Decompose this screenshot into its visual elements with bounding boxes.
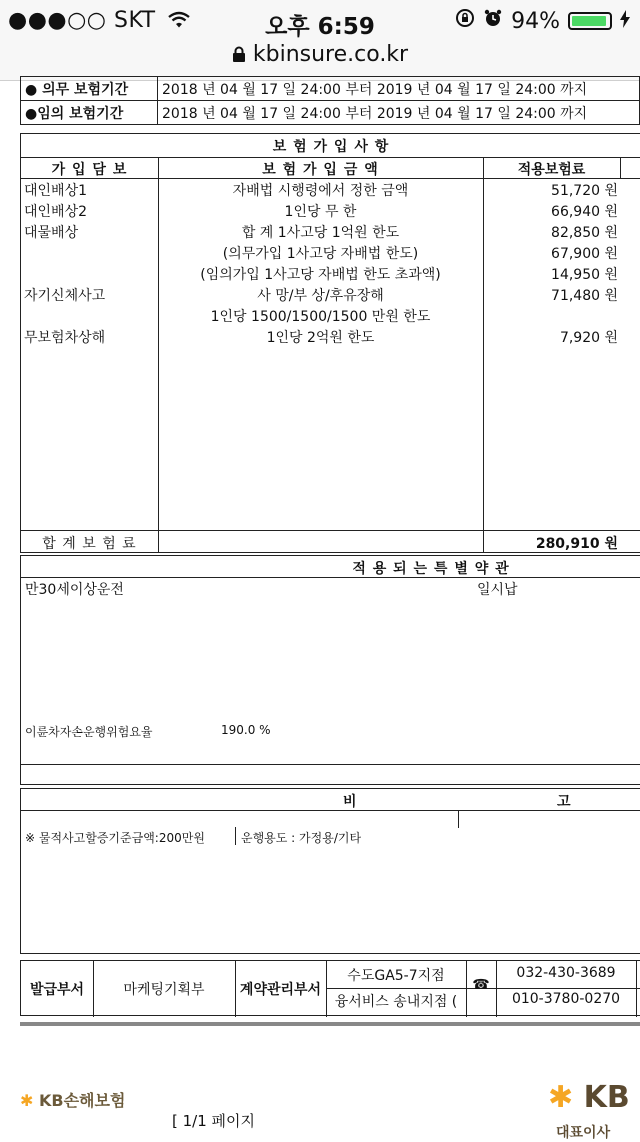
special-term-age: 만30세이상운전 xyxy=(25,582,124,598)
header-coverage-item: 가 입 담 보 xyxy=(51,162,128,178)
alarm-icon xyxy=(483,8,503,34)
motorcycle-rate-value: 190.0 % xyxy=(221,723,271,737)
coverage-amount: 1인당 2억원 한도 xyxy=(266,330,375,346)
url-text: kbinsure.co.kr xyxy=(252,42,409,67)
total-premium-value: 280,910 원 xyxy=(535,536,618,552)
coverage-premium: 51,720 원 xyxy=(551,183,618,199)
coverage-premium: 66,940 원 xyxy=(551,204,618,220)
charging-icon xyxy=(620,9,630,34)
issue-dept-label: 발급부서 xyxy=(29,982,85,998)
mandatory-period-row xyxy=(21,77,640,101)
kb-star-icon-right: ✱ xyxy=(548,1080,574,1115)
ceo-label: 대표이사 xyxy=(556,1125,611,1141)
kb-logo-right: ✱ KB xyxy=(548,1080,630,1115)
issue-info-section xyxy=(20,960,640,1016)
coverage-item: 대인배상1 xyxy=(24,183,88,199)
remarks-title-left: 비 xyxy=(343,794,357,810)
phone-icon: ☎ xyxy=(472,977,490,993)
coverage-premium: 7,920 원 xyxy=(559,330,618,346)
kb-star-icon: ✱ xyxy=(20,1091,34,1110)
coverage-amount: (임의가입 1사고당 자배법 한도 초과액) xyxy=(200,267,441,283)
kb-logo-left: ✱ KB손해보험 xyxy=(20,1091,126,1110)
optional-period-label: ●임의 보험기간 xyxy=(21,101,158,125)
page-indicator: [ 1/1 페이지 xyxy=(172,1112,255,1130)
coverage-item: 자기신체사고 xyxy=(24,288,106,304)
header-coverage-amount: 보 험 가 입 금 액 xyxy=(262,162,379,178)
coverage-premium: 14,950 원 xyxy=(551,267,618,283)
battery-percent: 94% xyxy=(511,8,560,34)
coverage-amount: 1인당 무 한 xyxy=(284,204,357,220)
coverage-item: 무보험차상해 xyxy=(24,330,106,346)
contract-mgmt-branch: 수도GA5-7지점 xyxy=(347,968,445,984)
remarks-title-right: 고 xyxy=(557,794,571,810)
phone-number-2[interactable]: 010-3780-0270 xyxy=(511,991,621,1007)
divider xyxy=(20,1022,640,1026)
special-terms-title: 적 용 되 는 특 별 약 관 xyxy=(352,561,510,577)
coverage-amount: 자배법 시행령에서 정한 금액 xyxy=(232,183,409,199)
battery-icon xyxy=(568,12,612,30)
coverage-premium: 67,900 원 xyxy=(551,246,618,262)
clock: 오후 6:59 xyxy=(265,14,375,40)
coverage-amount: 합 계 1사고당 1억원 한도 xyxy=(241,225,400,241)
total-premium-label: 합 계 보 험 료 xyxy=(42,536,137,552)
phone-number-1[interactable]: 032-430-3689 xyxy=(516,965,616,981)
optional-period-row xyxy=(21,101,640,125)
remarks-usage: 운행용도 : 가정용/기타 xyxy=(241,831,362,845)
special-terms-section xyxy=(20,555,640,785)
insurance-period-table xyxy=(20,76,640,125)
coverage-amount: 사 망/부 상/후유장해 xyxy=(257,288,384,304)
contract-mgmt-label: 계약관리부서 xyxy=(239,982,322,998)
mandatory-period-value: 2018 년 04 월 17 일 24:00 부터 2019 년 04 월 17 일 24:00 까지 xyxy=(158,77,640,101)
remarks-section xyxy=(20,788,640,954)
coverage-section-title: 보 험 가 입 사 항 xyxy=(272,139,390,155)
coverage-item: 대인배상2 xyxy=(24,204,88,220)
contract-mgmt-office: 융서비스 송내지점 ( xyxy=(334,994,458,1010)
special-term-payment: 일시납 xyxy=(477,582,518,598)
coverage-item: 대물배상 xyxy=(24,225,79,241)
address-bar[interactable] xyxy=(0,42,640,67)
status-bar xyxy=(0,0,640,81)
orientation-lock-icon xyxy=(455,8,475,34)
mandatory-period-label: ● 의무 보험기간 xyxy=(21,77,158,101)
issue-dept-value: 마케팅기획부 xyxy=(123,982,205,998)
coverage-premium: 82,850 원 xyxy=(551,225,618,241)
optional-period-value: 2018 년 04 월 17 일 24:00 부터 2019 년 04 월 17 일 24:00 까지 xyxy=(158,101,640,125)
remarks-threshold: ※ 물적사고할증기준금액:200만원 xyxy=(25,831,205,845)
coverage-section xyxy=(20,133,640,553)
motorcycle-rate-label: 이륜차자손운행위험요율 xyxy=(25,725,153,739)
coverage-amount: (의무가입 1사고당 자배법 한도) xyxy=(222,246,419,262)
header-premium: 적용보험료 xyxy=(517,162,586,178)
carrier-label: ●●●○○ SKT xyxy=(8,8,191,33)
lock-icon xyxy=(232,42,253,67)
coverage-premium: 71,480 원 xyxy=(551,288,618,304)
coverage-amount: 1인당 1500/1500/1500 만원 한도 xyxy=(210,309,431,325)
